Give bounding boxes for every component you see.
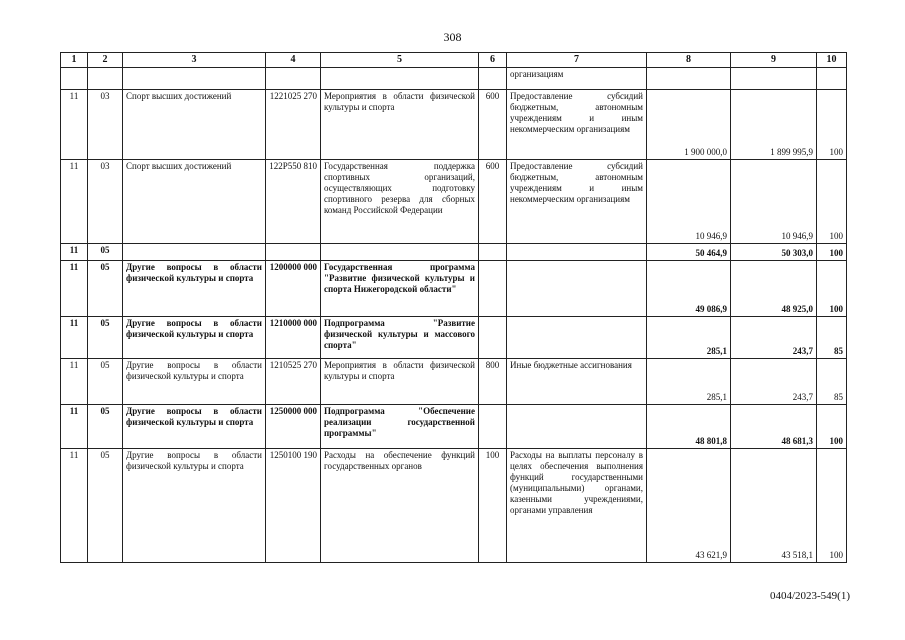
cell-percent: 100 bbox=[817, 405, 847, 449]
cell-target-code: 1200000 000 bbox=[266, 261, 321, 317]
cell-name: Другие вопросы в области физической культуры и спорта bbox=[123, 405, 266, 449]
cell-target-code: 1221025 270 bbox=[266, 90, 321, 160]
document-code: 0404/2023-549(1) bbox=[769, 590, 850, 602]
cell-expense-code: 100 bbox=[479, 449, 507, 563]
cell-expense-code bbox=[479, 68, 507, 90]
cell-subsection: 05 bbox=[88, 261, 123, 317]
cell-planned: 10 946,9 bbox=[647, 160, 731, 244]
cell-percent: 100 bbox=[817, 160, 847, 244]
cell-target-code: 1210000 000 bbox=[266, 317, 321, 359]
cell-section: 11 bbox=[61, 160, 88, 244]
cell-target-name: Расходы на обеспечение функций государственных органов bbox=[321, 449, 479, 563]
header-row bbox=[61, 53, 847, 68]
cell-subsection: 05 bbox=[88, 244, 123, 261]
cell-planned: 48 801,8 bbox=[647, 405, 731, 449]
cell-expense-code: 800 bbox=[479, 359, 507, 405]
cell-percent: 100 bbox=[817, 244, 847, 261]
cell-actual: 43 518,1 bbox=[731, 449, 817, 563]
cell-expense-name: организациям bbox=[507, 68, 647, 90]
cell-actual: 48 681,3 bbox=[731, 405, 817, 449]
cell-target-name: Подпрограмма "Обеспечение реализации государственной программы" bbox=[321, 405, 479, 449]
cell-subsection: 05 bbox=[88, 359, 123, 405]
cell-name: Спорт высших достижений bbox=[123, 90, 266, 160]
col-header-8: 8 bbox=[647, 53, 731, 68]
cell-subsection: 05 bbox=[88, 405, 123, 449]
cell-expense-name: Расходы на выплаты персоналу в целях обеспечения выполнения функций государственными (муниципальными) органами, казенными учреждениями, органами управления bbox=[507, 449, 647, 563]
cell-target-code: 1250000 000 bbox=[266, 405, 321, 449]
cell-expense-code bbox=[479, 261, 507, 317]
cell-target-code: 1250100 190 bbox=[266, 449, 321, 563]
cell-section: 11 bbox=[61, 90, 88, 160]
cell-section: 11 bbox=[61, 317, 88, 359]
cell-planned: 50 464,9 bbox=[647, 244, 731, 261]
table-row bbox=[61, 261, 847, 317]
cell-expense-name bbox=[507, 244, 647, 261]
cell-expense-name: Предоставление субсидий бюджетным, автономным учреждениям и иным некоммерческим организациям bbox=[507, 90, 647, 160]
cell-section: 11 bbox=[61, 261, 88, 317]
cell-subsection: 05 bbox=[88, 449, 123, 563]
col-header-3: 3 bbox=[123, 53, 266, 68]
cell-expense-name: Иные бюджетные ассигнования bbox=[507, 359, 647, 405]
cell-subsection: 03 bbox=[88, 160, 123, 244]
cell-target-name: Мероприятия в области физической культуры и спорта bbox=[321, 359, 479, 405]
col-header-1: 1 bbox=[61, 53, 88, 68]
cell-expense-code bbox=[479, 405, 507, 449]
table-row bbox=[61, 405, 847, 449]
cell-target-name: Государственная поддержка спортивных организаций, осуществляющих подготовку спортивного резерва для сборных команд Российской Федерации bbox=[321, 160, 479, 244]
cell-subsection: 03 bbox=[88, 90, 123, 160]
cell-percent: 100 bbox=[817, 449, 847, 563]
cell-expense-name bbox=[507, 261, 647, 317]
cell-target-name: Мероприятия в области физической культуры и спорта bbox=[321, 90, 479, 160]
cell-section: 11 bbox=[61, 405, 88, 449]
cell-planned bbox=[647, 68, 731, 90]
cell-subsection bbox=[88, 68, 123, 90]
cell-section bbox=[61, 68, 88, 90]
cell-actual: 243,7 bbox=[731, 317, 817, 359]
page-number: 308 bbox=[443, 30, 462, 44]
table-row bbox=[61, 90, 847, 160]
cell-planned: 285,1 bbox=[647, 317, 731, 359]
cell-section: 11 bbox=[61, 449, 88, 563]
cell-target-code: 122P550 810 bbox=[266, 160, 321, 244]
cell-name: Другие вопросы в области физической культуры и спорта bbox=[123, 359, 266, 405]
cell-subsection: 05 bbox=[88, 317, 123, 359]
cell-percent: 85 bbox=[817, 359, 847, 405]
cell-expense-name bbox=[507, 405, 647, 449]
cell-name: Другие вопросы в области физической культуры и спорта bbox=[123, 449, 266, 563]
cell-expense-code: 600 bbox=[479, 160, 507, 244]
table-row bbox=[61, 317, 847, 359]
col-header-9: 9 bbox=[731, 53, 817, 68]
cell-actual: 1 899 995,9 bbox=[731, 90, 817, 160]
cell-actual: 10 946,9 bbox=[731, 160, 817, 244]
table-row bbox=[61, 68, 847, 90]
cell-expense-name: Предоставление субсидий бюджетным, автономным учреждениям и иным некоммерческим организациям bbox=[507, 160, 647, 244]
col-header-5: 5 bbox=[321, 53, 479, 68]
table-row bbox=[61, 359, 847, 405]
col-header-7: 7 bbox=[507, 53, 647, 68]
cell-actual bbox=[731, 68, 817, 90]
cell-section: 11 bbox=[61, 244, 88, 261]
cell-target-code: 1210525 270 bbox=[266, 359, 321, 405]
cell-percent: 100 bbox=[817, 261, 847, 317]
cell-expense-code bbox=[479, 244, 507, 261]
cell-expense-code: 600 bbox=[479, 90, 507, 160]
cell-target-name: Государственная программа "Развитие физической культуры и спорта Нижегородской области" bbox=[321, 261, 479, 317]
cell-section: 11 bbox=[61, 359, 88, 405]
table-row bbox=[61, 244, 847, 261]
cell-name: Другие вопросы в области физической культуры и спорта bbox=[123, 317, 266, 359]
cell-planned: 49 086,9 bbox=[647, 261, 731, 317]
cell-actual: 48 925,0 bbox=[731, 261, 817, 317]
cell-target-code bbox=[266, 68, 321, 90]
cell-planned: 285,1 bbox=[647, 359, 731, 405]
cell-percent: 100 bbox=[817, 90, 847, 160]
cell-name bbox=[123, 68, 266, 90]
col-header-4: 4 bbox=[266, 53, 321, 68]
cell-name: Другие вопросы в области физической культуры и спорта bbox=[123, 261, 266, 317]
col-header-6: 6 bbox=[479, 53, 507, 68]
table-row bbox=[61, 449, 847, 563]
cell-target-name bbox=[321, 244, 479, 261]
cell-planned: 43 621,9 bbox=[647, 449, 731, 563]
cell-expense-name bbox=[507, 317, 647, 359]
table-row bbox=[61, 160, 847, 244]
cell-percent: 85 bbox=[817, 317, 847, 359]
cell-name bbox=[123, 244, 266, 261]
col-header-10: 10 bbox=[817, 53, 847, 68]
cell-expense-code bbox=[479, 317, 507, 359]
cell-target-code bbox=[266, 244, 321, 261]
cell-target-name bbox=[321, 68, 479, 90]
col-header-2: 2 bbox=[88, 53, 123, 68]
budget-table bbox=[60, 52, 847, 563]
cell-target-name: Подпрограмма "Развитие физической культуры и массового спорта" bbox=[321, 317, 479, 359]
cell-actual: 243,7 bbox=[731, 359, 817, 405]
cell-name: Спорт высших достижений bbox=[123, 160, 266, 244]
cell-planned: 1 900 000,0 bbox=[647, 90, 731, 160]
cell-actual: 50 303,0 bbox=[731, 244, 817, 261]
cell-percent bbox=[817, 68, 847, 90]
